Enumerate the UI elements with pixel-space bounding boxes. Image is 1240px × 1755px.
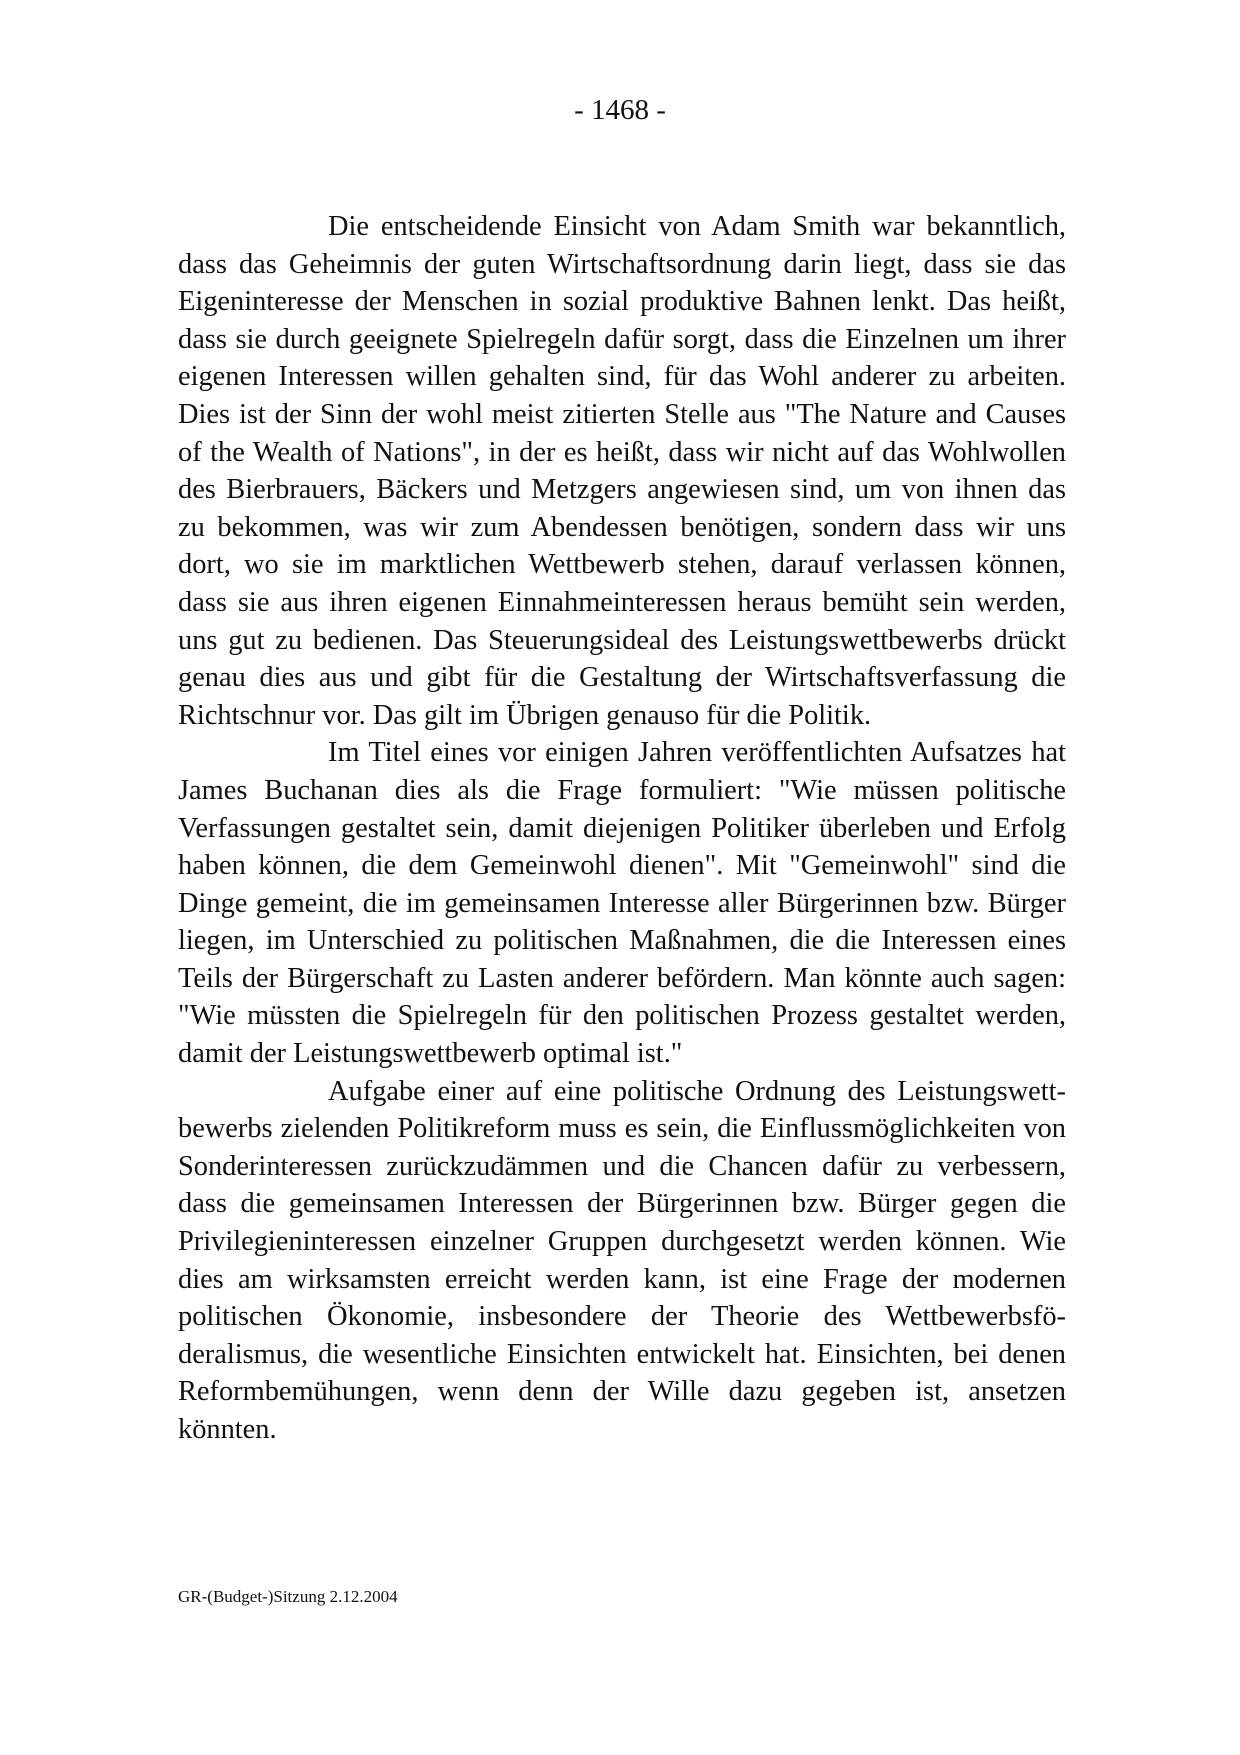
paragraph-buchanan: Im Titel eines vor einigen Jahren veröffentlichten Aufsatzes hat James Buchanan dies als die Frage formuliert: "Wie müssen politische Verfassungen gestaltet sein, damit diejenigen Politiker überleben und Erfolg haben können, die dem Gemeinwohl dienen". Mit "Gemeinwohl" sind die Dinge gemeint, die im gemeinsamen Interesse aller Bürgerinnen bzw. Bürger liegen, im Unterschied zu politischen Maßnahmen, die die Interessen eines Teils der Bürgerschaft zu Lasten anderer befördern. Man könnte auch sagen: "Wie müssten die Spielregeln für den politischen Prozess gestaltet werden, damit der Leistungswettbewerb optimal ist." bbox=[178, 737, 1066, 1070]
session-footer: GR-(Budget-)Sitzung 2.12.2004 bbox=[178, 1587, 398, 1606]
paragraph-adam-smith: Die entscheidende Einsicht von Adam Smith war bekanntlich, dass das Geheimnis der guten Wirtschaftsordnung darin liegt, dass sie das Eigeninteresse der Menschen in sozial produktive Bahnen lenkt. Das heißt, dass sie durch geeignete Spielregeln dafür sorgt, dass die Einzelnen um ihrer eigenen Interessen willen gehalten sind, für das Wohl anderer zu arbeiten. Dies ist der Sinn der wohl meist zitierten Stelle aus "The Nature and Causes of the Wealth of Nations", in der es heißt, dass wir nicht auf das Wohlwollen des Bierbrauers, Bäckers und Metzgers angewiesen sind, um von ihnen das zu bekommen, was wir zum Abendessen benötigen, sondern dass wir uns dort, wo sie im marktlichen Wettbewerb stehen, darauf verlassen können, dass sie aus ihren eigenen Einnahmeinteressen heraus bemüht sein werden, uns gut zu bedienen. Das Steuerungsideal des Leistungswettbewerbs drückt genau dies aus und gibt für die Gestaltung der Wirtschaftsverfassung die Richtschnur vor. Das gilt im Übrigen genauso für die Politik. bbox=[178, 211, 1066, 731]
page-number: - 1468 - bbox=[574, 94, 666, 126]
paragraph-politikreform: Aufgabe einer auf eine politische Ordnung des Leistungswettbewerbs zielenden Politikreform muss es sein, die Einflussmöglichkeiten von Sonderinteressen zurückzudämmen und die Chancen dafür zu verbessern, dass die gemeinsamen Interessen der Bürgerinnen bzw. Bürger gegen die Privilegieninteressen einzelner Gruppen durchgesetzt werden können. Wie dies am wirksamsten erreicht werden kann, ist eine Frage der modernen politischen Ökonomie, insbesondere der Theorie des Wettbewerbsföderalismus, die wesentliche Einsichten entwickelt hat. Einsichten, bei denen Reformbemühungen, wenn denn der Wille dazu gegeben ist, ansetzen könnten. bbox=[178, 1075, 1066, 1445]
document-body bbox=[178, 208, 1066, 1449]
